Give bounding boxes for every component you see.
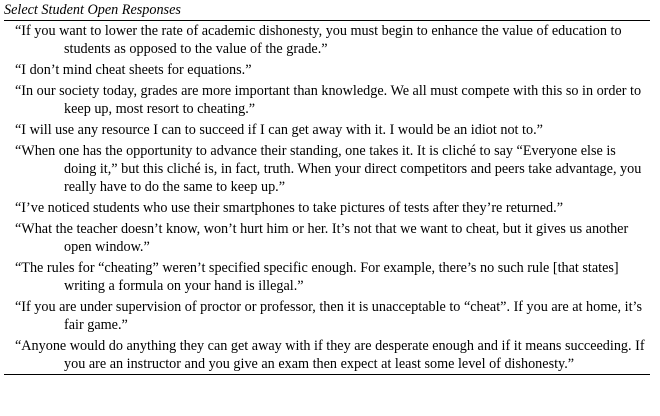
response-item: “I’ve noticed students who use their smartphones to take pictures of tests after they’re returned.” [15,200,563,216]
response-item: “If you are under supervision of proctor or professor, then it is unacceptable to “cheat”. If you are at home, it’s fair game.” [15,299,642,333]
response-item: “What the teacher doesn’t know, won’t hurt him or her. It’s not that we want to cheat, but it gives us another open window.” [15,221,629,255]
responses-table [4,1,650,375]
response-item: “Anyone would do anything they can get away with if they are desperate enough and if it means succeeding. If you are an instructor and you give an exam then expect at least some level of dishonesty.” [15,338,645,372]
response-item: “When one has the opportunity to advance their standing, one takes it. It is cliché to say “Everyone else is doing it,” but this cliché is, in fact, truth. When your direct competitors and peers take advantage, you really have to do the same to keep up.” [15,143,642,195]
bottom-rule [4,374,650,375]
table-caption: Select Student Open Responses [4,2,181,18]
response-item: “The rules for “cheating” weren’t specified specific enough. For example, there’s no such rule [that states] writing a formula on your hand is illegal.” [15,260,619,294]
response-list [4,21,650,373]
response-item: “In our society today, grades are more important than knowledge. We all must compete with this so in order to keep up, most resort to cheating.” [15,83,642,117]
response-item: “If you want to lower the rate of academic dishonesty, you must begin to enhance the value of education to students as opposed to the value of the grade.” [15,23,622,57]
response-item: “I will use any resource I can to succeed if I can get away with it. I would be an idiot not to.” [15,122,543,138]
response-item: “I don’t mind cheat sheets for equations.” [15,62,252,78]
